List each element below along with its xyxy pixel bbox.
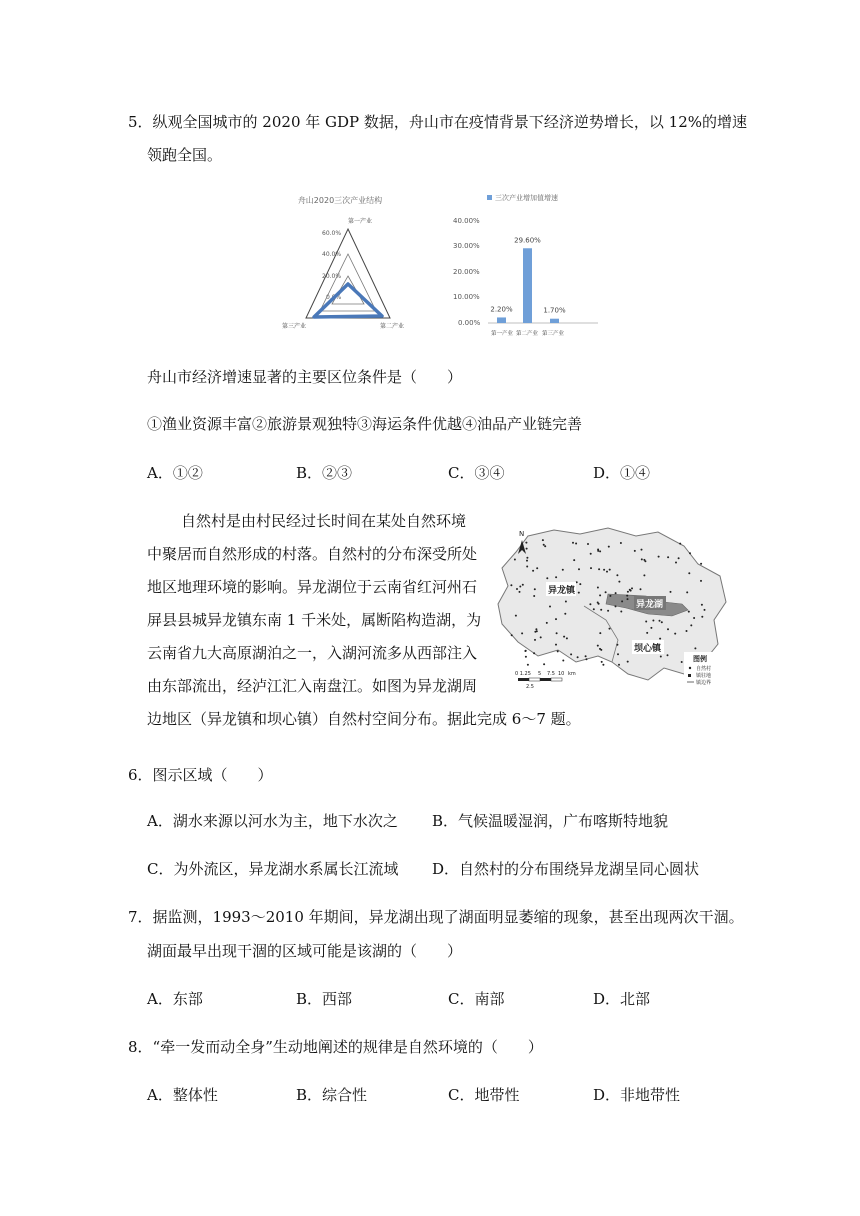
village-dot [617, 653, 619, 655]
village-dot [688, 611, 690, 613]
bar-3 [550, 319, 559, 323]
bar-y-tick: 30.00% [453, 242, 480, 250]
legend-square-icon [688, 674, 691, 677]
village-dot [609, 628, 611, 630]
village-dot [557, 650, 559, 652]
passage-line: 云南省九大高原湖泊之一，入湖河流多从西部注入 [147, 644, 478, 662]
village-dot [640, 588, 642, 590]
q8-option-c[interactable]: C．地带性 [448, 1086, 520, 1104]
village-dot [644, 560, 646, 562]
village-dot [615, 605, 617, 607]
passage-line: 边地区（异龙镇和坝心镇）自然村空间分布。据此完成 6～7 题。 [147, 710, 581, 728]
village-dot [615, 592, 617, 594]
village-dot [658, 556, 660, 558]
village-dot [667, 628, 669, 630]
village-dot [579, 583, 581, 585]
village-dot [652, 620, 654, 622]
scale-label: km [568, 671, 576, 677]
radar-axis-label-3: 第三产业 [282, 323, 307, 330]
village-dot [599, 648, 601, 650]
village-dot [590, 567, 592, 569]
radar-title: 舟山2020三次产业结构 [297, 196, 383, 205]
village-dot [674, 633, 676, 635]
village-dot [641, 558, 643, 560]
village-dot [573, 559, 575, 561]
village-dot [600, 609, 602, 611]
q6-option-b[interactable]: B．气候温暖湿润，广布喀斯特地貌 [432, 812, 669, 830]
village-dot [679, 543, 681, 545]
village-dot [597, 550, 599, 552]
q7-option-b[interactable]: B．西部 [296, 990, 353, 1008]
village-dot [634, 550, 636, 552]
village-dot [524, 650, 526, 652]
village-dot [589, 603, 591, 605]
village-dot [626, 595, 628, 597]
village-dot [532, 570, 534, 572]
village-dot [643, 574, 645, 576]
village-dot [525, 542, 527, 544]
village-dot [660, 656, 662, 658]
bar-y-tick: 20.00% [453, 268, 480, 276]
q6-stem: 6．图示区域（ ） [128, 766, 273, 784]
passage-line: 由东部流出，经泸江汇入南盘江。如图为异龙湖周 [147, 677, 478, 695]
village-dot [572, 542, 574, 544]
village-dot [627, 591, 629, 593]
scale-label: 2.5 [526, 684, 534, 690]
village-dot [570, 653, 572, 655]
village-dot [675, 562, 677, 564]
passage-line: 自然村是由村民经过长时间在某处自然环境 [181, 512, 467, 530]
village-dot [562, 569, 564, 571]
village-dot [609, 569, 611, 571]
village-dot [577, 656, 579, 658]
village-dot [575, 543, 577, 545]
q6-option-d[interactable]: D．自然村的分布围绕异龙湖呈同心圆状 [432, 860, 700, 878]
legend-box [684, 652, 730, 692]
village-dot [534, 588, 536, 590]
village-dot [599, 632, 601, 634]
village-dot [540, 636, 542, 638]
q5-option-a[interactable]: A．①② [147, 464, 203, 482]
radar-tick: 0.0% [326, 294, 342, 301]
village-dot [616, 574, 618, 576]
bar-2 [523, 248, 532, 323]
village-dot [689, 552, 691, 554]
legend-title: 图例 [693, 655, 707, 663]
village-dot [519, 586, 521, 588]
village-dot [546, 622, 548, 624]
village-dot [536, 567, 538, 569]
village-dot [686, 591, 688, 593]
bar-x-label: 第一产业 [491, 331, 514, 337]
village-dot [700, 580, 702, 582]
bar-value-label: 29.60% [514, 236, 541, 245]
q7-option-a[interactable]: A．东部 [147, 990, 203, 1008]
village-dot [585, 655, 587, 657]
village-dot [627, 661, 629, 663]
q7-option-d[interactable]: D．北部 [593, 990, 651, 1008]
bar-x-label: 第三产业 [542, 331, 565, 337]
village-dot [602, 664, 604, 666]
bar-legend-swatch [487, 195, 492, 200]
village-dot [556, 632, 558, 634]
village-dot [618, 664, 620, 666]
village-dot [670, 591, 672, 593]
village-dot [516, 588, 518, 590]
q8-stem: 8．“牵一发而动全身”生动地阐述的规律是自然环境的（ ） [128, 1038, 543, 1056]
bar-value-label: 2.20% [490, 305, 513, 314]
village-dot [641, 549, 643, 551]
q6-option-c[interactable]: C．为外流区，异龙湖水系属长江流域 [147, 860, 399, 878]
village-dot [533, 652, 535, 654]
q7-line2: 湖面最早出现干涸的区域可能是该湖的（ ） [147, 942, 463, 960]
village-dot [605, 591, 607, 593]
q5-line1: 5．纵观全国城市的 2020 年 GDP 数据，舟山市在疫情背景下经济逆势增长，以 12%的增速 [128, 113, 748, 131]
village-dot [700, 563, 702, 565]
village-dot [621, 600, 623, 602]
radar-axis-label-1: 第一产业 [348, 218, 373, 225]
village-dot [597, 602, 599, 604]
village-dot [701, 616, 703, 618]
village-dot [562, 660, 564, 662]
village-dot [578, 592, 580, 594]
village-dot [533, 595, 535, 597]
village-dot [511, 634, 513, 636]
bar-1 [497, 317, 506, 323]
q5-option-c[interactable]: C．③④ [448, 464, 505, 482]
q8-option-b[interactable]: B．综合性 [296, 1086, 368, 1104]
radar-tick: 60.0% [322, 230, 342, 237]
village-dot [681, 661, 683, 663]
village-dot [514, 559, 516, 561]
bar-value-label: 1.70% [543, 306, 566, 315]
scale-bar-seg [551, 678, 562, 681]
village-dot [521, 632, 523, 634]
village-dot [627, 598, 629, 600]
village-dot [599, 550, 601, 552]
scale-label: 10 [558, 671, 565, 677]
village-dot [546, 577, 548, 579]
radar-chart [270, 186, 410, 336]
village-dot [586, 658, 588, 660]
bar-x-label: 第二产业 [516, 331, 539, 337]
village-dot [607, 610, 609, 612]
q5-stem: 舟山市经济增速显著的主要区位条件是（ ） [147, 368, 463, 386]
village-dot [618, 581, 620, 583]
village-dot [525, 656, 527, 658]
q5-option-b[interactable]: B．②③ [296, 464, 353, 482]
village-dot [578, 568, 580, 570]
village-dot [597, 645, 599, 647]
q5-line2: 领跑全国。 [147, 146, 223, 164]
village-dot [536, 630, 538, 632]
village-dot [522, 584, 524, 586]
village-dot [645, 621, 647, 623]
village-dot [544, 545, 546, 547]
q5-choices: ①渔业资源丰富②旅游景观独特③海运条件优越④油品产业链完善 [147, 415, 583, 433]
q7-line1: 7．据监测，1993～2010 年期间，异龙湖出现了湖面明显萎缩的现象，甚至出现两次干涸。 [128, 908, 744, 926]
map-label-lake: 异龙湖 [636, 600, 664, 610]
village-dot [555, 618, 557, 620]
village-dot [686, 630, 688, 632]
radar-tick: 40.0% [322, 251, 342, 258]
village-dot [704, 609, 706, 611]
village-dot [542, 539, 544, 541]
scale-label: 7.5 [547, 671, 555, 677]
village-dot [535, 628, 537, 630]
village-dot [629, 589, 631, 591]
village-dot [701, 604, 703, 606]
village-dot [631, 587, 633, 589]
village-dot [620, 542, 622, 544]
village-dot [565, 601, 567, 603]
village-dot [690, 624, 692, 626]
passage-line: 中聚居而自然形成的村落。自然村的分布深受所处 [147, 545, 478, 563]
village-map [488, 524, 732, 694]
passage-line: 屏县县城异龙镇东南 1 千米处，属断陷构造湖，为 [147, 611, 482, 629]
legend-item: 镇驻地 [696, 673, 712, 679]
radar-axis-label-2: 第二产业 [380, 323, 405, 330]
village-dot [527, 664, 529, 666]
village-dot [555, 576, 557, 578]
village-dot [606, 571, 608, 573]
village-dot [678, 557, 680, 559]
village-dot [526, 557, 528, 559]
village-dot [599, 594, 601, 596]
village-dot [646, 632, 648, 634]
village-dot [620, 611, 622, 613]
q6-option-a[interactable]: A．湖水来源以河水为主，地下水次之 [147, 812, 398, 830]
village-dot [667, 556, 669, 558]
village-dot [694, 647, 696, 649]
radar-tick: 20.0% [322, 273, 342, 280]
village-dot [526, 548, 528, 550]
village-dot [667, 654, 669, 656]
village-dot [587, 543, 589, 545]
village-dot [616, 644, 618, 646]
village-dot [608, 546, 610, 548]
village-dot [510, 584, 512, 586]
scale-label: 5 [538, 671, 542, 677]
q8-option-d[interactable]: D．非地带性 [593, 1086, 681, 1104]
bar-chart [450, 186, 610, 346]
village-dot [566, 637, 568, 639]
village-dot [598, 568, 600, 570]
legend-item: 镇边界 [696, 680, 712, 686]
scale-label: 0 1.25 [515, 671, 531, 677]
village-dot [526, 560, 528, 562]
village-dot [519, 591, 521, 593]
village-dot [526, 566, 528, 568]
radar-series-polygon [314, 284, 382, 317]
village-dot [543, 544, 545, 546]
village-dot [659, 638, 661, 640]
village-dot [601, 661, 603, 663]
village-dot [555, 644, 557, 646]
village-dot [693, 617, 695, 619]
village-dot [563, 636, 565, 638]
q8-option-a[interactable]: A．整体性 [147, 1086, 218, 1104]
bar-y-tick: 10.00% [453, 293, 480, 301]
village-dot [549, 606, 551, 608]
bar-legend-label: 三次产业增加值增速 [495, 194, 558, 202]
village-dot [659, 620, 661, 622]
legend-item: 自然村 [696, 666, 712, 672]
village-dot [515, 615, 517, 617]
village-dot [597, 587, 599, 589]
village-dot [603, 569, 605, 571]
village-dot [593, 608, 595, 610]
passage-line: 地区地理环境的影响。异龙湖位于云南省红河州石 [147, 578, 478, 596]
legend-dot-icon [689, 667, 691, 669]
village-dot [609, 595, 611, 597]
scale-bar-seg [529, 678, 540, 681]
bar-y-tick: 40.00% [453, 217, 480, 225]
q7-option-c[interactable]: C．南部 [448, 990, 505, 1008]
village-dot [543, 663, 545, 665]
map-label-town2: 坝心镇 [634, 644, 662, 654]
village-dot [688, 572, 690, 574]
north-arrow: N [519, 530, 525, 538]
village-dot [590, 553, 592, 555]
q5-option-d[interactable]: D．①④ [593, 464, 651, 482]
map-label-town1: 异龙镇 [548, 586, 576, 596]
village-dot [534, 639, 536, 641]
village-dot [564, 613, 566, 615]
radar-ring [306, 229, 390, 318]
village-dot [661, 621, 663, 623]
bar-y-tick: 0.00% [458, 319, 481, 327]
village-dot [650, 627, 652, 629]
